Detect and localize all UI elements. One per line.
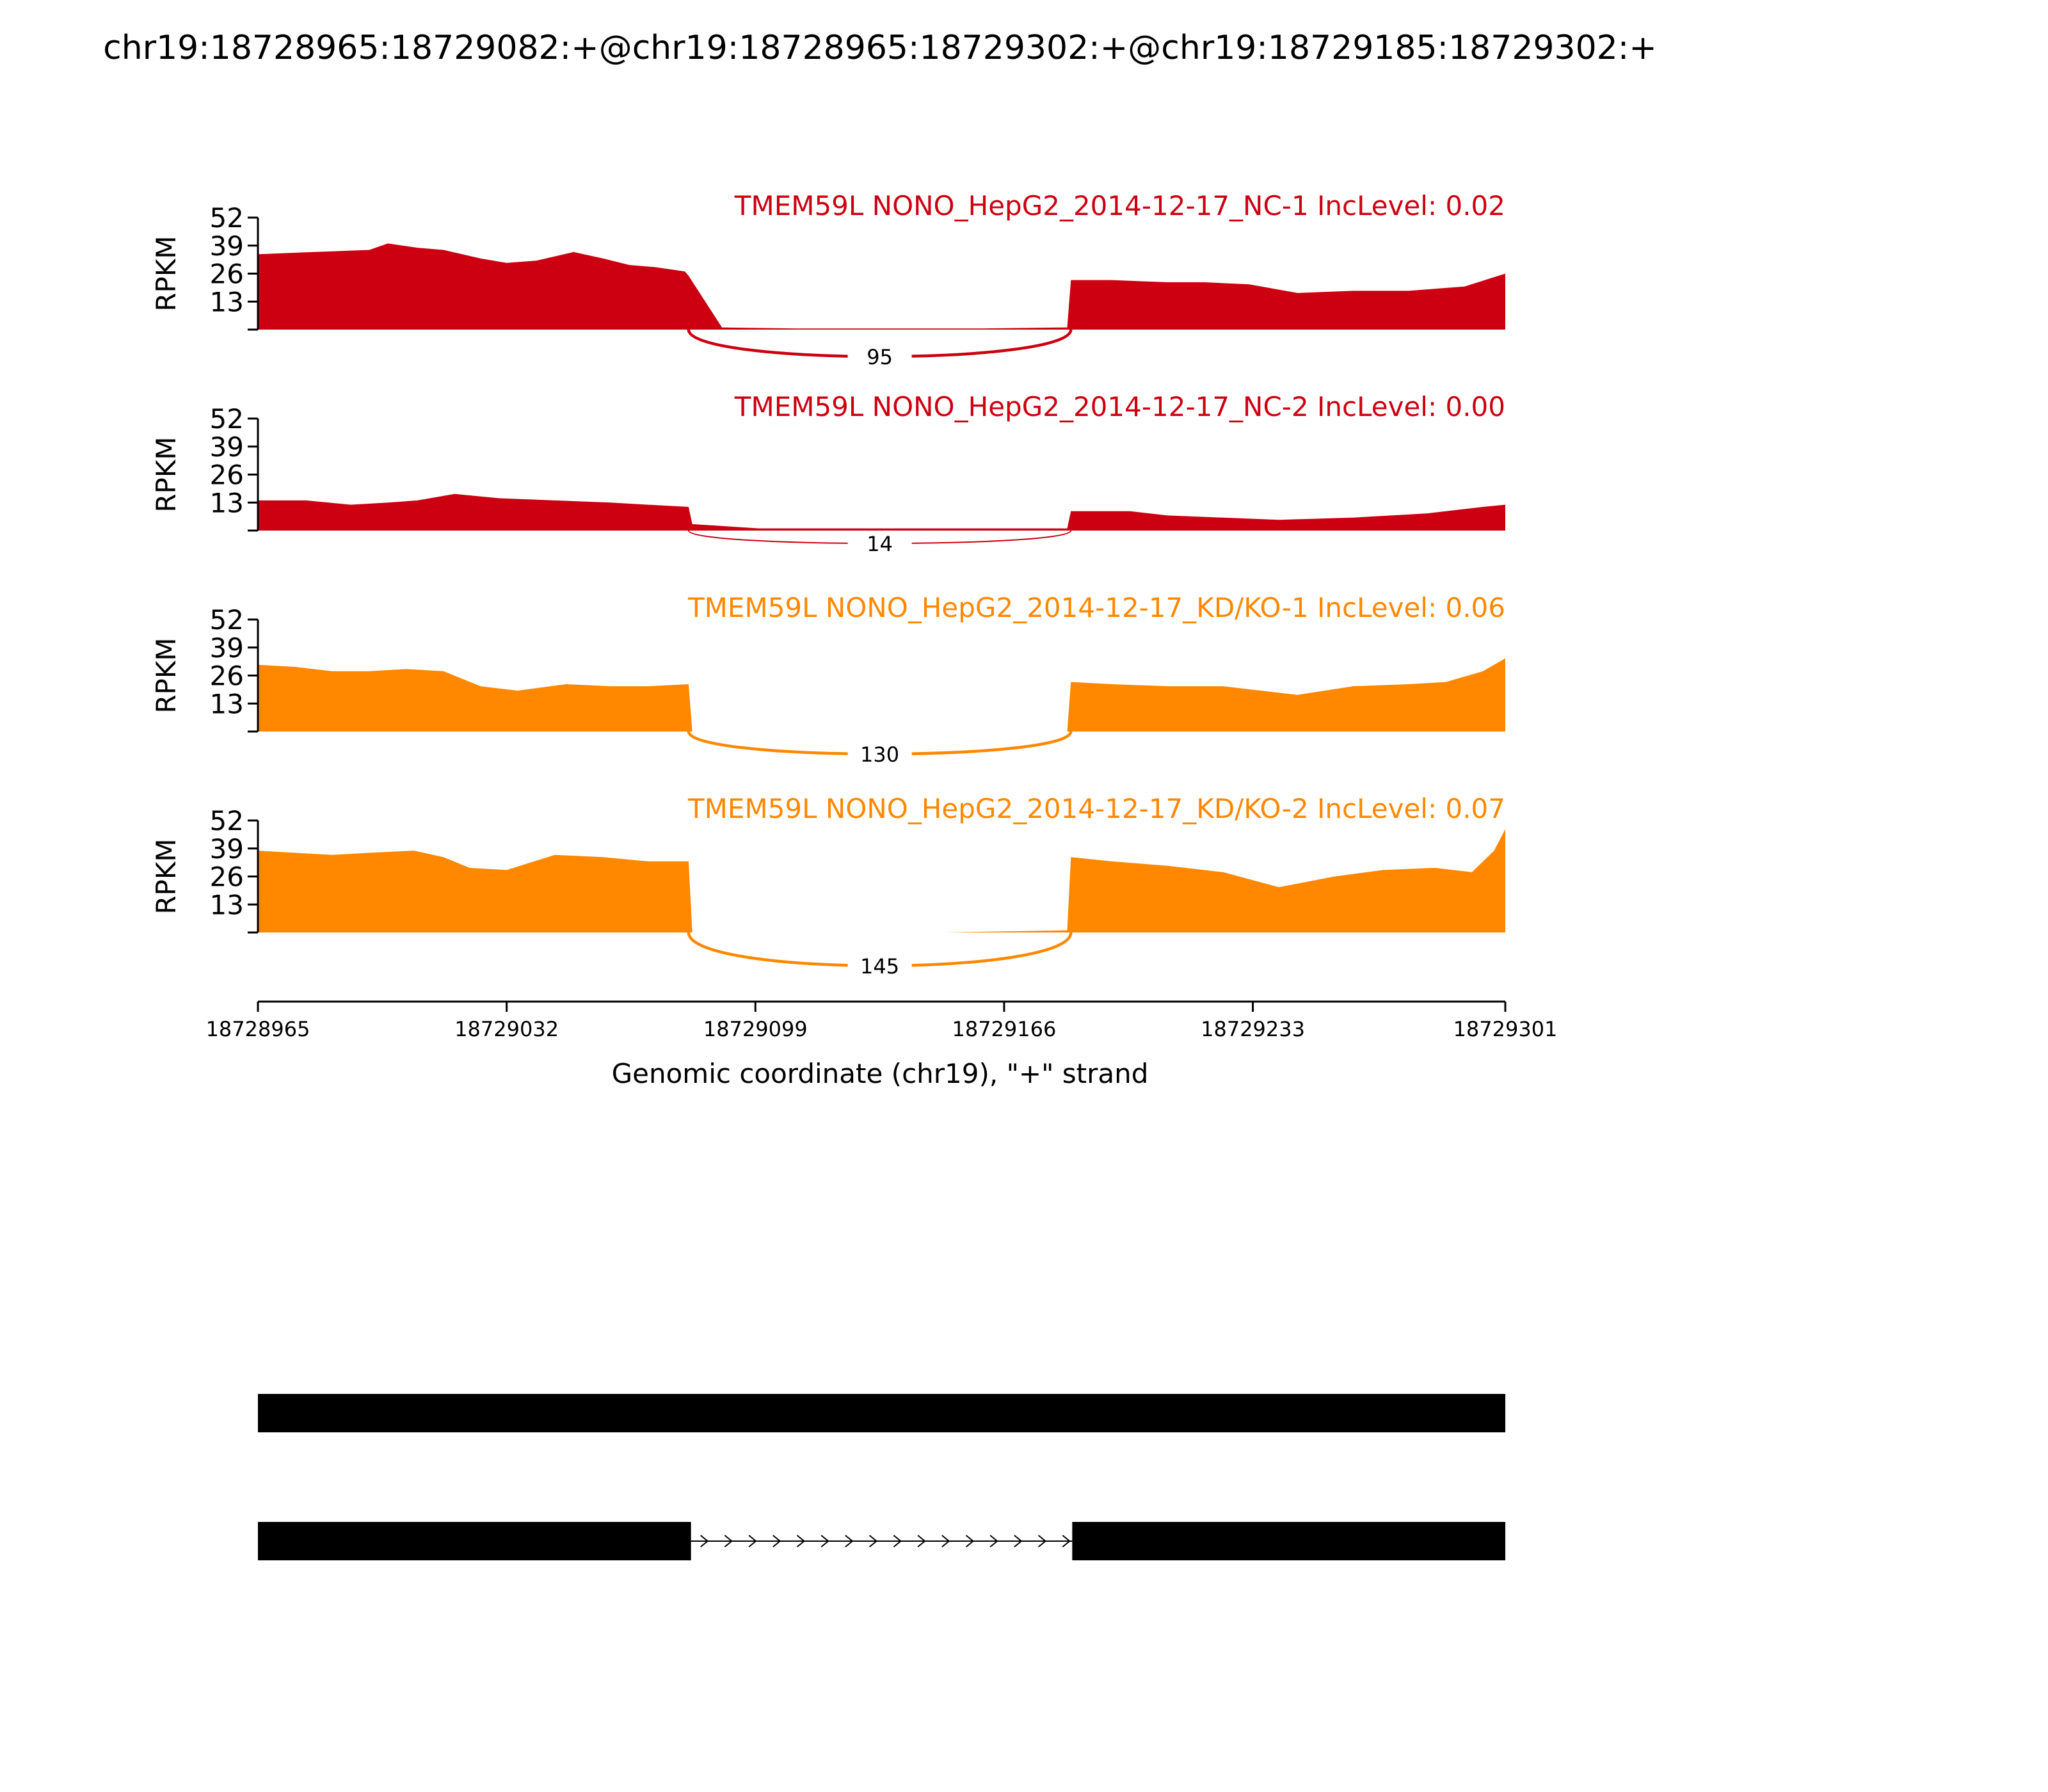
panel-4 [150,793,1505,979]
exon-block [258,1394,1505,1432]
y-tick-label: 26 [209,861,244,893]
sashimi-panels [150,190,1505,979]
figure-title: chr19:18728965:18729082:+@chr19:18728965:18729302:+@chr19:18729185:18729302:+ [103,29,1657,67]
exon-block [258,1522,691,1560]
panel-1 [150,190,1505,369]
junction-read-count: 145 [860,954,900,979]
coverage-area [258,494,1505,531]
junction-read-count: 130 [860,742,900,767]
exon-block [1072,1522,1505,1560]
coverage-area [258,243,1505,330]
x-axis [206,1002,1558,1041]
y-tick-label: 13 [209,688,244,720]
y-tick-label: 39 [209,833,244,865]
panel-3 [150,592,1505,767]
junction-read-count: 14 [867,532,893,556]
coverage-area [258,829,1505,933]
sample-label: TMEM59L NONO_HepG2_2014-12-17_NC-2 IncLevel: 0.00 [734,391,1505,422]
y-tick-label: 26 [209,459,244,491]
panel-2 [150,391,1505,556]
y-axis-label: RPKM [150,838,182,915]
gene-model-track [258,1394,1505,1560]
x-tick-label: 18729233 [1201,1017,1305,1041]
gene-model-isoform-full [258,1394,1505,1432]
y-tick-label: 39 [209,431,244,463]
y-tick-label: 13 [209,487,244,519]
y-tick-label: 39 [209,632,244,664]
y-axis-label: RPKM [150,236,182,312]
y-axis-label: RPKM [150,637,182,714]
x-tick-label: 18729166 [952,1017,1057,1041]
sample-label: TMEM59L NONO_HepG2_2014-12-17_KD/KO-2 IncLevel: 0.07 [688,793,1505,824]
y-tick-label: 52 [209,202,244,234]
y-tick-label: 13 [209,286,244,318]
y-tick-label: 26 [209,258,244,290]
sample-label: TMEM59L NONO_HepG2_2014-12-17_KD/KO-1 IncLevel: 0.06 [688,592,1505,623]
junction-read-count: 95 [867,345,893,369]
sample-label: TMEM59L NONO_HepG2_2014-12-17_NC-1 IncLevel: 0.02 [734,190,1505,221]
x-tick-label: 18728965 [205,1017,310,1041]
gene-model-isoform-skip [258,1522,1505,1560]
y-tick-label: 39 [209,230,244,262]
coverage-area [258,659,1505,732]
y-tick-label: 13 [209,889,244,921]
y-tick-label: 52 [209,403,244,435]
x-axis-label: Genomic coordinate (chr19), "+" strand [611,1058,1149,1089]
y-axis-label: RPKM [150,436,182,513]
x-tick-label: 18729301 [1453,1017,1558,1041]
x-tick-label: 18729032 [454,1017,559,1041]
x-tick-label: 18729099 [703,1017,808,1041]
y-tick-label: 52 [209,805,244,836]
y-tick-label: 52 [209,604,244,636]
y-tick-label: 26 [209,660,244,692]
